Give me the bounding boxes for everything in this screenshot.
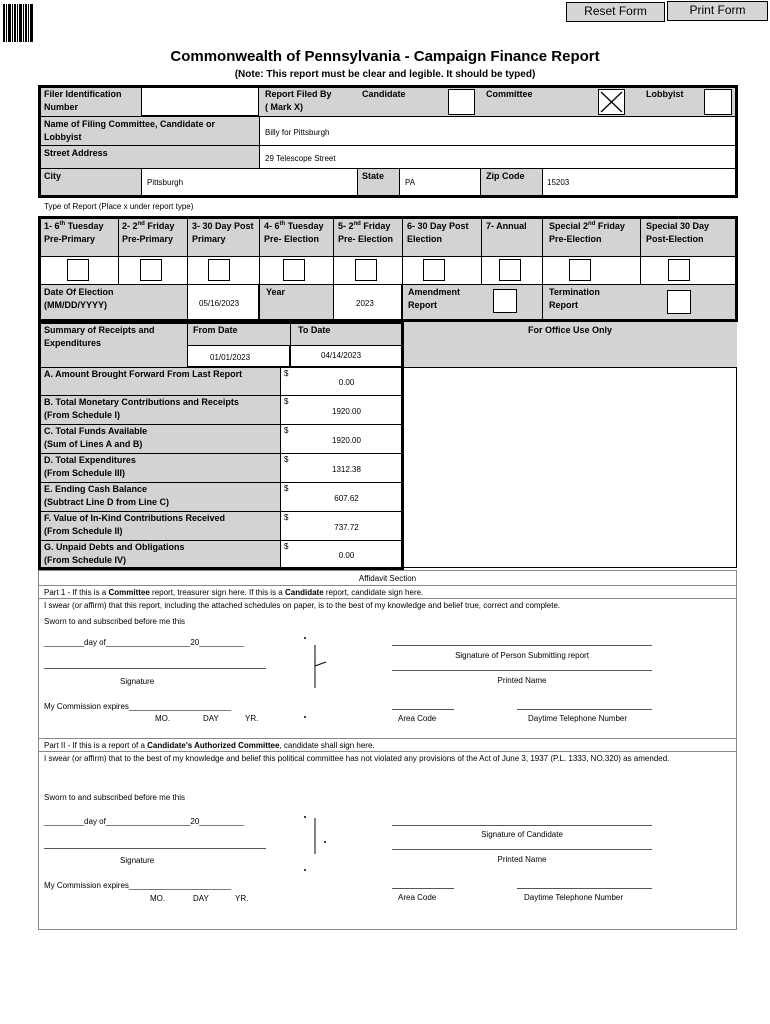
part2-signature-candidate: Signature of Candidate (481, 830, 563, 839)
dollar-sign: $ (284, 484, 289, 493)
report-type-1-checkbox[interactable] (67, 259, 89, 281)
report-type-5-label: 5- 2nd Friday Pre- Election (338, 221, 394, 244)
seal-bracket (300, 634, 330, 729)
part2-daytime-phone: Daytime Telephone Number (524, 893, 624, 902)
report-type-8-checkbox[interactable] (569, 259, 591, 281)
amendment-label: Amendment Report (408, 287, 461, 310)
summary-row-amount-value: 737.72 (334, 523, 359, 532)
from-date-value: 01/01/2023 (210, 353, 251, 362)
part2-area-code: Area Code (398, 893, 437, 902)
part2-yr: YR. (235, 894, 249, 903)
dollar-sign: $ (284, 455, 289, 464)
report-type-4-checkbox[interactable] (283, 259, 305, 281)
lobbyist-label: Lobbyist (646, 89, 684, 99)
part1-signature-label: Signature (120, 677, 155, 686)
committee-checkbox[interactable] (598, 89, 625, 115)
dollar-sign: $ (284, 369, 289, 378)
report-type-3-label: 3- 30 Day Post Primary (192, 221, 254, 244)
committee-name-field[interactable] (259, 116, 737, 146)
part2-day: DAY (193, 894, 209, 903)
dollar-sign: $ (284, 426, 289, 435)
office-use-label: For Office Use Only (527, 325, 613, 335)
page-title: Commonwealth of Pennsylvania - Campaign Finance Report (170, 48, 600, 65)
lobbyist-checkbox[interactable] (704, 89, 732, 115)
report-type-4-label: 4- 6th Tuesday Pre- Election (264, 221, 324, 244)
summary-row-amount-value: 0.00 (338, 378, 355, 387)
part2-oath: I swear (or affirm) that to the best of my knowledge and belief this political committee has not violated any provisions of the Act of June 3, 1937 (P.L. 1333, NO.320) as amended. (44, 754, 670, 763)
part2-printed-name: Printed Name (497, 855, 547, 864)
summary-row-label: B. Total Monetary Contributions and Receipts (From Schedule I) (44, 397, 239, 420)
report-type-2-checkbox[interactable] (140, 259, 162, 281)
part1-day: DAY (203, 714, 219, 723)
seal-bracket-2 (300, 814, 330, 879)
part1-day-line[interactable]: _________day of___________________20__________ (44, 638, 244, 647)
summary-row-label: C. Total Funds Available (Sum of Lines A and B) (44, 426, 148, 449)
summary-row-amount-value: 1920.00 (332, 407, 361, 416)
report-type-9-label: Special 30 Day Post-Election (646, 221, 710, 244)
summary-row-amount-value: 1920.00 (332, 436, 361, 445)
part1-sworn: Sworn to and subscribed before me this (44, 617, 185, 626)
report-type-5-checkbox[interactable] (355, 259, 377, 281)
termination-checkbox[interactable] (667, 290, 691, 314)
report-type-7-label: 7- Annual (486, 221, 527, 231)
election-date-label: Date Of Election (MM/DD/YYYY) (44, 287, 114, 310)
street-address-value: 29 Telescope Street (265, 154, 336, 163)
summary-row-amount-value: 1312.38 (332, 465, 361, 474)
zip-field[interactable] (542, 168, 737, 197)
city-value: Pittsburgh (147, 178, 184, 187)
part1-commission[interactable]: My Commission expires_______________________ (44, 702, 232, 711)
candidate-label: Candidate (362, 89, 406, 99)
part1-daytime-phone: Daytime Telephone Number (528, 714, 628, 723)
affidavit-title: Affidavit Section (358, 574, 417, 583)
summary-row-label: D. Total Expenditures (From Schedule III) (44, 455, 136, 478)
state-label: State (362, 171, 385, 181)
summary-row-label: A. Amount Brought Forward From Last Report (44, 369, 243, 379)
state-value: PA (405, 178, 416, 187)
candidate-checkbox[interactable] (448, 89, 475, 115)
part2-signature-label: Signature (120, 856, 155, 865)
part2-sworn: Sworn to and subscribed before me this (44, 793, 185, 802)
part2-instruction: Part II - If this is a report of a Candidate's Authorized Committee, candidate shall sign here. (44, 741, 375, 750)
report-type-3-checkbox[interactable] (208, 259, 230, 281)
report-type-6-label: 6- 30 Day Post Election (407, 221, 469, 244)
report-type-1-label: 1- 6th Tuesday Pre-Primary (44, 221, 104, 244)
office-use-area (403, 367, 737, 568)
year-label: Year (266, 287, 286, 297)
report-type-8-label: Special 2nd Friday Pre-Election (549, 221, 625, 244)
street-address-label: Street Address (44, 148, 108, 158)
summary-label: Summary of Receipts and Expenditures (44, 325, 155, 348)
part2-commission[interactable]: My Commission expires_______________________ (44, 881, 232, 890)
report-type-instruction: Type of Report (Place x under report type) (44, 202, 194, 211)
part1-yr: YR. (245, 714, 259, 723)
summary-row-label: E. Ending Cash Balance (Subtract Line D from Line C) (44, 484, 170, 507)
barcode (3, 4, 33, 42)
termination-label: Termination Report (549, 287, 600, 310)
part1-printed-name: Printed Name (497, 676, 547, 685)
part1-mo: MO. (155, 714, 171, 723)
dollar-sign: $ (284, 542, 289, 551)
report-type-7-checkbox[interactable] (499, 259, 521, 281)
summary-row-amount-value: 607.62 (334, 494, 359, 503)
committee-label: Committee (486, 89, 533, 99)
city-label: City (44, 171, 62, 181)
from-date-label: From Date (193, 325, 238, 335)
to-date-value: 04/14/2023 (321, 351, 362, 360)
election-date-value: 05/16/2023 (199, 299, 240, 308)
amendment-checkbox[interactable] (493, 289, 517, 313)
part1-signature-person: Signature of Person Submitting report (455, 651, 589, 660)
report-type-6-checkbox[interactable] (423, 259, 445, 281)
filed-by-label: Report Filed By ( Mark X) (265, 89, 332, 112)
legibility-note: (Note: This report must be clear and legible. It should be typed) (234, 69, 536, 80)
committee-name-label: Name of Filing Committee, Candidate or Lobbyist (44, 119, 216, 142)
zip-value: 15203 (547, 178, 570, 187)
filer-id-label: Filer Identification Number (44, 89, 122, 112)
part1-oath: I swear (or affirm) that this report, including the attached schedules on paper, is to the best of my knowledge and belief true, correct and complete. (44, 601, 561, 610)
zip-label: Zip Code (486, 171, 525, 181)
x-mark-icon (599, 90, 624, 114)
dollar-sign: $ (284, 513, 289, 522)
summary-row-label: F. Value of In-Kind Contributions Received (From Schedule II) (44, 513, 226, 536)
to-date-label: To Date (298, 325, 331, 335)
year-value: 2023 (356, 299, 374, 308)
filer-id-field[interactable] (141, 86, 259, 116)
report-type-2-label: 2- 2nd Friday Pre-Primary (122, 221, 175, 244)
part2-mo: MO. (150, 894, 166, 903)
summary-row-amount-value: 0.00 (338, 551, 355, 560)
part2-day-line[interactable]: _________day of___________________20__________ (44, 817, 244, 826)
part1-instruction: Part 1 - If this is a Committee report, treasurer sign here. If this is a Candidate report, candidate sign here. (44, 588, 424, 597)
committee-name-value: Billy for Pittsburgh (265, 128, 330, 137)
print-form-button[interactable]: Print Form (667, 1, 768, 21)
dollar-sign: $ (284, 397, 289, 406)
barcode-graphic (3, 4, 33, 42)
report-type-9-checkbox[interactable] (668, 259, 690, 281)
reset-form-button[interactable]: Reset Form (566, 2, 665, 22)
part1-area-code: Area Code (398, 714, 437, 723)
summary-row-label: G. Unpaid Debts and Obligations (From Schedule IV) (44, 542, 185, 565)
